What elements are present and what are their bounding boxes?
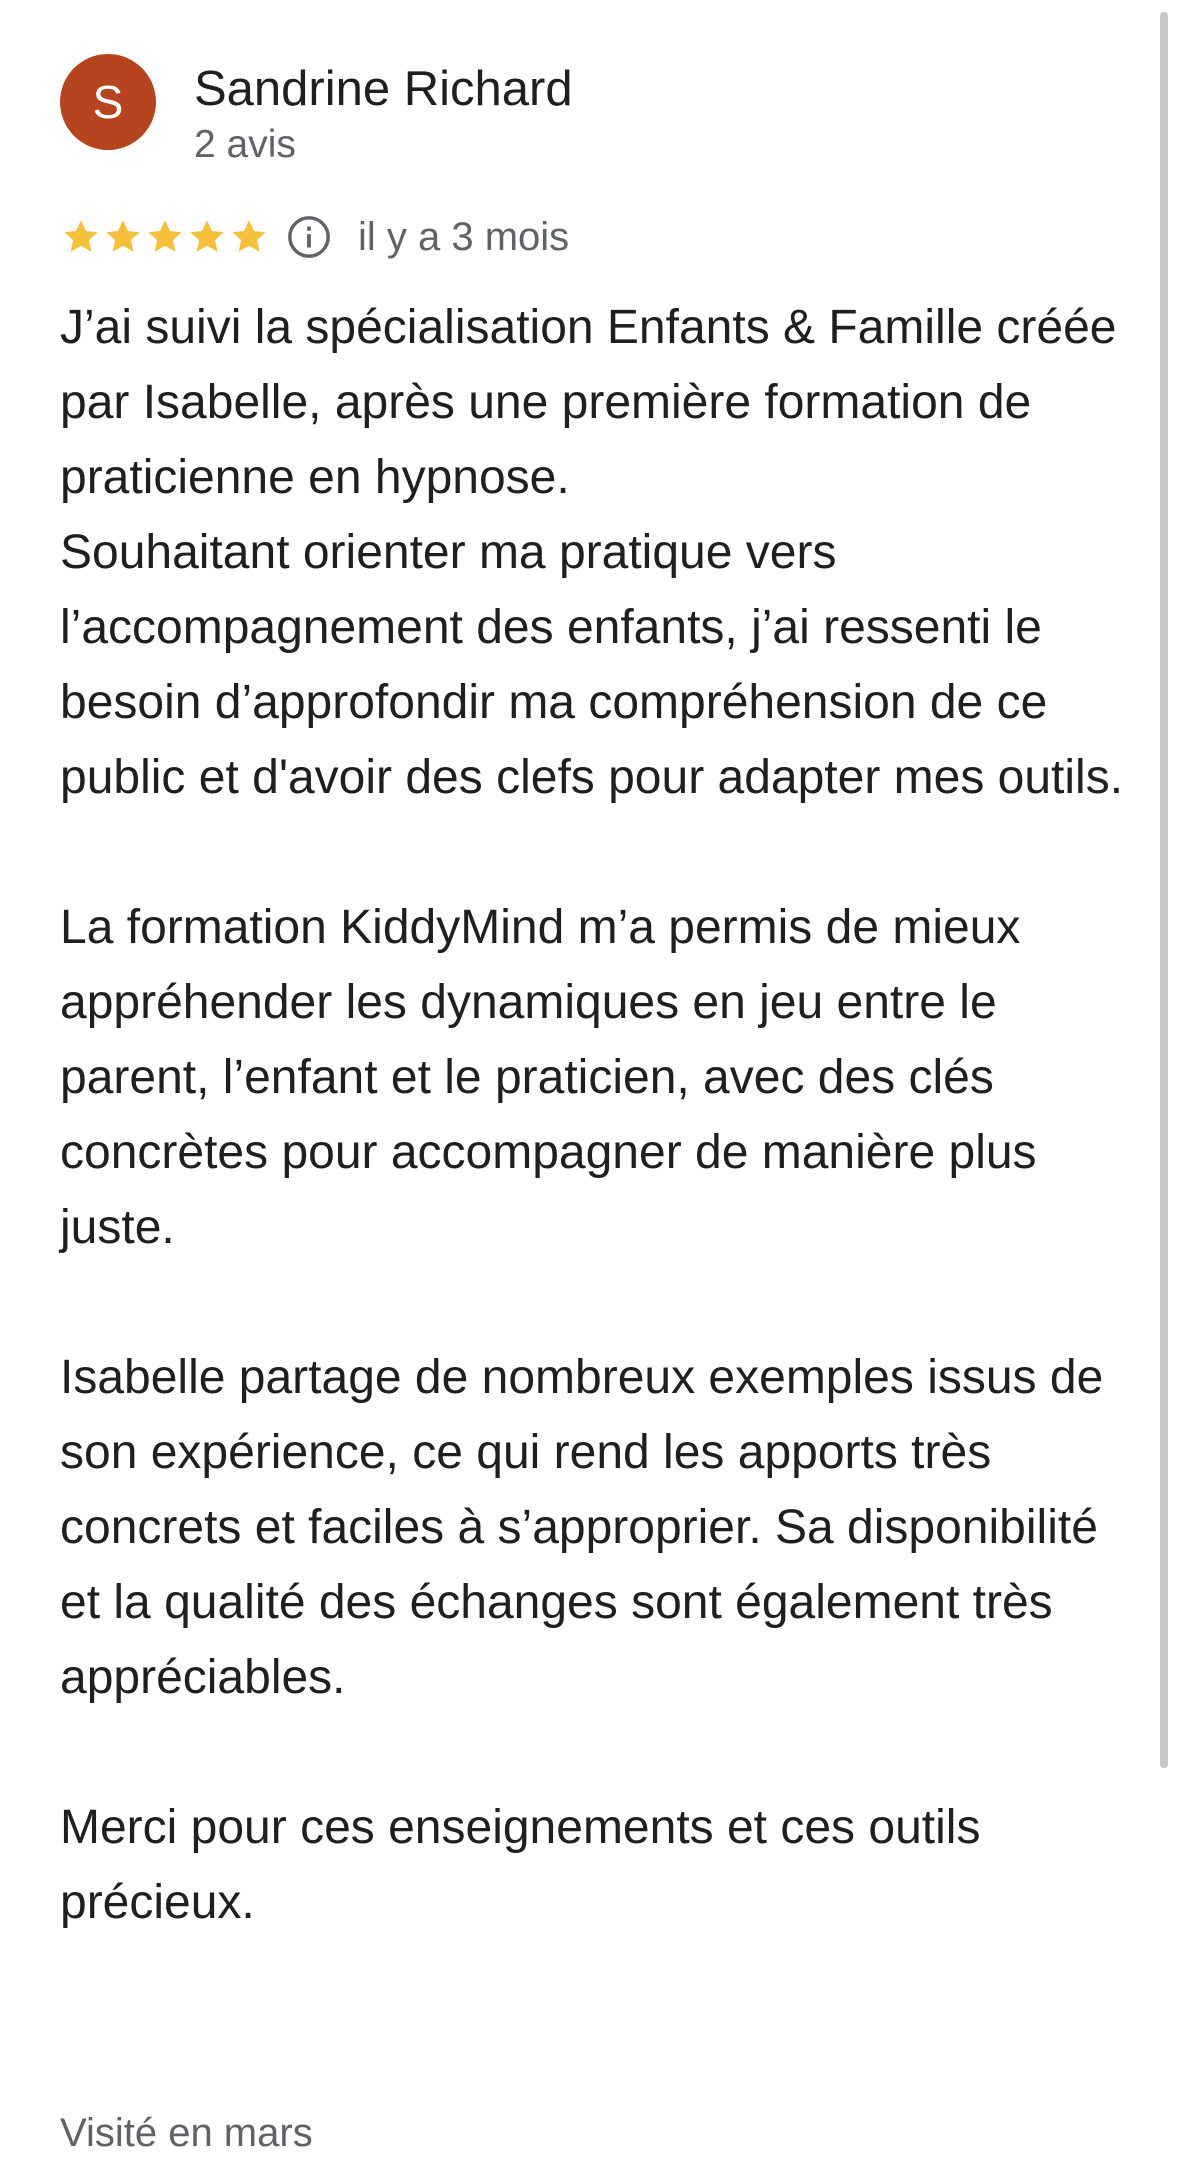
star-icon [144,216,186,258]
avatar[interactable] [60,54,156,150]
star-icon [186,216,228,258]
rating-row [60,208,569,266]
review-paragraph: La formation KiddyMind m’a permis de mieux appréhender les dynamiques en jeu entre le parent, l’enfant et le praticien, avec des clés concrètes pour accompagner de manière plus juste. [60,901,1050,1254]
star-icon [60,216,102,258]
star-icon [102,216,144,258]
review-paragraph: J’ai suivi la spécialisation Enfants & Famille créée par Isabelle, après une première formation de praticienne en hypnose. Souhaitant orienter ma pratique vers l’accompagnement des enfants, j’ai ressenti le besoin d’approfondir ma compréhension de ce public et d'avoir des clefs pour adapter mes outils. [60,301,1124,804]
star-rating [60,216,270,258]
review-paragraph: Isabelle partage de nombreux exemples issus de son expérience, ce qui rend les apports très concrets et faciles à s’approprier. Sa disponibilité et la qualité des échanges sont également très appréciables. [60,1351,1117,1704]
visit-note: Visité en mars [60,2111,313,2155]
scrollbar[interactable] [1160,12,1168,1768]
review-paragraph: Merci pour ces enseignements et ces outils précieux. [60,1801,994,1929]
avatar-initial: S [92,76,124,128]
info-icon[interactable] [286,214,332,260]
star-icon [228,216,270,258]
author-review-count: 2 avis [194,123,296,166]
review-date: il y a 3 mois [358,214,570,259]
author-name[interactable]: Sandrine Richard [194,62,573,116]
author-block [194,58,573,170]
review-header [60,54,573,170]
review-body [60,290,1130,1940]
